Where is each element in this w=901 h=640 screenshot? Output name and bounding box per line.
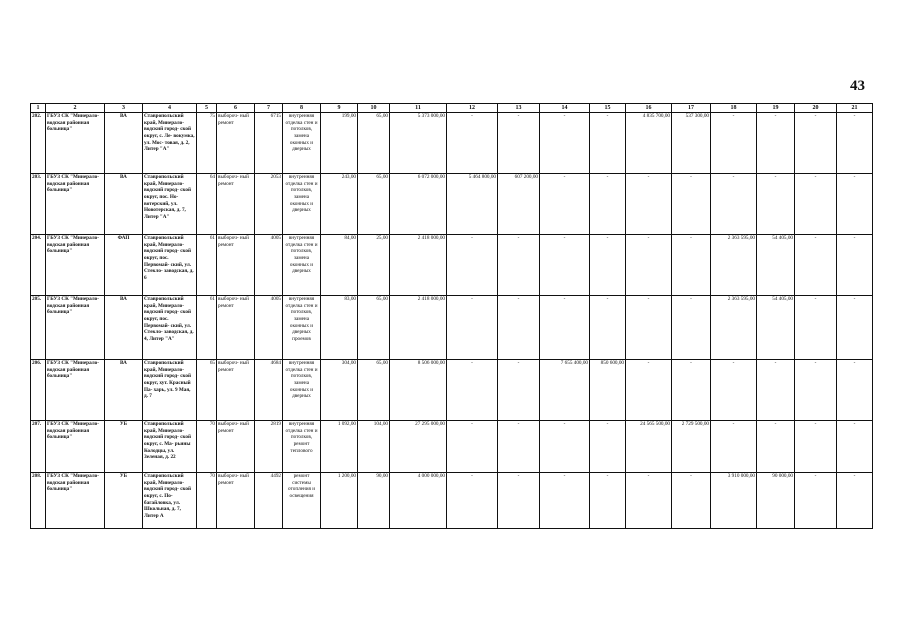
table-cell-col-18: 2 363 595,00 — [711, 296, 757, 360]
column-number-cell: 11 — [390, 104, 447, 113]
column-number-cell: 6 — [217, 104, 255, 113]
table-cell-col-21: - — [837, 235, 873, 296]
table-cell-col-19: 90 000,00 — [757, 473, 795, 529]
table-cell-col-3: УБ — [105, 421, 143, 473]
table-cell-col-2: ГБУЗ СК "Минерало- водская районная больница" — [46, 421, 105, 473]
table-cell-col-16: - — [626, 174, 672, 235]
table-cell-col-13: 607 200,00 — [498, 174, 540, 235]
table-cell-col-5: 70 — [197, 473, 217, 529]
table-cell-col-2: ГБУЗ СК "Минерало- водская районная больница" — [46, 473, 105, 529]
table-row — [31, 473, 873, 529]
table-cell-col-14: - — [540, 174, 590, 235]
table-cell-col-9: 243,00 — [321, 174, 358, 235]
table-cell-col-6: выбороч- ный ремонт — [217, 360, 255, 421]
table-cell-col-3: ВА — [105, 113, 143, 174]
table-cell-col-15: - — [590, 235, 626, 296]
table-cell-col-20: - — [795, 235, 837, 296]
table-cell-col-18: - — [711, 113, 757, 174]
column-number-cell: 10 — [358, 104, 390, 113]
table-cell-col-7: 6715 — [255, 113, 283, 174]
table-cell-col-3: ВА — [105, 360, 143, 421]
table-cell-col-2: ГБУЗ СК "Минерало- водская районная больница" — [46, 174, 105, 235]
page-number: 43 — [850, 78, 865, 94]
table-cell-col-5: 65 — [197, 360, 217, 421]
table-cell-col-10: 90,00 — [358, 473, 390, 529]
table-cell-col-2: ГБУЗ СК "Минерало- водская районная больница" — [46, 113, 105, 174]
table-cell-col-21: - — [837, 360, 873, 421]
column-number-cell: 13 — [498, 104, 540, 113]
column-number-row — [31, 104, 873, 113]
table-cell-col-19: 54 405,00 — [757, 296, 795, 360]
table-cell-col-13: - — [498, 235, 540, 296]
table-cell-col-11: 4 000 000,00 — [390, 473, 447, 529]
table-cell-col-21: - — [837, 421, 873, 473]
column-number-cell: 4 — [143, 104, 197, 113]
table-cell-col-11: 2 418 000,00 — [390, 296, 447, 360]
table-row — [31, 113, 873, 174]
table-row — [31, 421, 873, 473]
table-cell-col-19: - — [757, 113, 795, 174]
column-number-cell: 15 — [590, 104, 626, 113]
table-cell-col-9: 199,00 — [321, 113, 358, 174]
table-cell-col-14: - — [540, 473, 590, 529]
table-row — [31, 360, 873, 421]
column-number-cell: 8 — [283, 104, 321, 113]
table-cell-col-21: - — [837, 473, 873, 529]
table-cell-col-6: выбороч- ный ремонт — [217, 421, 255, 473]
table-cell-col-4: Ставропольский край, Минерало- водский город- ской округ, пос. Но- вотерский, ул. Новотерская, д. 7, Литер "А" — [143, 174, 197, 235]
table-cell-col-5: 70 — [197, 421, 217, 473]
table-cell-col-6: выбороч- ный ремонт — [217, 113, 255, 174]
table-cell-col-5: 61 — [197, 235, 217, 296]
table-cell-col-1: 208. — [31, 473, 46, 529]
table-cell-col-18: 2 363 595,00 — [711, 235, 757, 296]
column-number-cell: 17 — [672, 104, 711, 113]
table-cell-col-8: внутренняя отделка стен и потолков, замена оконных и дверных — [283, 235, 321, 296]
column-number-cell: 2 — [46, 104, 105, 113]
table-cell-col-11: 8 506 000,00 — [390, 360, 447, 421]
table-cell-col-6: выбороч- ный ремонт — [217, 296, 255, 360]
table-row — [31, 296, 873, 360]
table-cell-col-4: Ставропольский край, Минерало- водский город- ской округ, с. Ма- рьины Колодцы, ул. Зеленая, д. 22 — [143, 421, 197, 473]
table-cell-col-15: - — [590, 296, 626, 360]
table-cell-col-17: - — [672, 174, 711, 235]
table-cell-col-15: - — [590, 113, 626, 174]
table-cell-col-6: выбороч- ный ремонт — [217, 235, 255, 296]
table-cell-col-10: 65,00 — [358, 296, 390, 360]
table-cell-col-3: ФАП — [105, 235, 143, 296]
table-row — [31, 174, 873, 235]
table-cell-col-6: выбороч- ный ремонт — [217, 473, 255, 529]
table-cell-col-11: 6 072 000,00 — [390, 174, 447, 235]
table-cell-col-11: 5 373 000,00 — [390, 113, 447, 174]
table-cell-col-4: Ставропольский край, Минерало- водский город- ской округ, пос. Первомай- ский, ул. Стекло- заводская, д. 4, Литер "А" — [143, 296, 197, 360]
table-cell-col-3: УБ — [105, 473, 143, 529]
table-cell-col-12: - — [447, 473, 498, 529]
table-cell-col-19: - — [757, 421, 795, 473]
table-cell-col-3: ВА — [105, 174, 143, 235]
table-cell-col-12: - — [447, 421, 498, 473]
column-number-cell: 7 — [255, 104, 283, 113]
table-cell-col-17: 2 729 500,00 — [672, 421, 711, 473]
table-cell-col-2: ГБУЗ СК "Минерало- водская районная больница" — [46, 360, 105, 421]
table-cell-col-13: - — [498, 473, 540, 529]
table-cell-col-16: - — [626, 296, 672, 360]
table-cell-col-5: 64 — [197, 174, 217, 235]
table-cell-col-14: - — [540, 296, 590, 360]
table-cell-col-17: 537 300,00 — [672, 113, 711, 174]
table-cell-col-10: 65,00 — [358, 113, 390, 174]
table-cell-col-4: Ставропольский край, Минерало- водский город- ской округ, с. По- багайловка, ул. Школьная, д. 7, Литер А — [143, 473, 197, 529]
table-cell-col-15: - — [590, 174, 626, 235]
table-cell-col-16: - — [626, 235, 672, 296]
table-cell-col-12: - — [447, 113, 498, 174]
table-cell-col-1: 206. — [31, 360, 46, 421]
table-cell-col-12: - — [447, 360, 498, 421]
table-cell-col-2: ГБУЗ СК "Минерало- водская районная больница" — [46, 235, 105, 296]
table-cell-col-7: 4492 — [255, 473, 283, 529]
table-cell-col-21: - — [837, 174, 873, 235]
table-cell-col-9: 304,00 — [321, 360, 358, 421]
table-cell-col-12: 5 464 800,00 — [447, 174, 498, 235]
table-cell-col-17: - — [672, 360, 711, 421]
table-cell-col-9: 1 200,00 — [321, 473, 358, 529]
table-cell-col-14: - — [540, 421, 590, 473]
table-cell-col-13: - — [498, 113, 540, 174]
table-cell-col-13: - — [498, 296, 540, 360]
table-cell-col-17: - — [672, 473, 711, 529]
table-cell-col-1: 202. — [31, 113, 46, 174]
table-cell-col-15: 850 600,00 — [590, 360, 626, 421]
table-cell-col-16: 4 835 700,00 — [626, 113, 672, 174]
table-cell-col-1: 207. — [31, 421, 46, 473]
table-cell-col-7: 4005 — [255, 235, 283, 296]
column-number-cell: 12 — [447, 104, 498, 113]
table-cell-col-1: 205. — [31, 296, 46, 360]
table-cell-col-18: - — [711, 174, 757, 235]
column-number-cell: 1 — [31, 104, 46, 113]
table-cell-col-20: - — [795, 174, 837, 235]
table-cell-col-9: 1 092,00 — [321, 421, 358, 473]
column-number-cell: 18 — [711, 104, 757, 113]
table-cell-col-5: 75 — [197, 113, 217, 174]
table-cell-col-9: 84,00 — [321, 235, 358, 296]
table-cell-col-13: - — [498, 360, 540, 421]
table-cell-col-12: - — [447, 235, 498, 296]
table-cell-col-11: 2 418 000,00 — [390, 235, 447, 296]
table-cell-col-2: ГБУЗ СК "Минерало- водская районная больница" — [46, 296, 105, 360]
table-cell-col-8: внутренняя отделка стен и потолков, ремонт теплового — [283, 421, 321, 473]
table-cell-col-7: 2819 — [255, 421, 283, 473]
table-cell-col-3: ВА — [105, 296, 143, 360]
table-cell-col-4: Ставропольский край, Минерало- водский город- ской округ, с. Ле- вокумка, ул. Мос- товая, д. 2, Литер "А" — [143, 113, 197, 174]
table-cell-col-21: - — [837, 113, 873, 174]
table-cell-col-1: 203. — [31, 174, 46, 235]
table-cell-col-19: 54 405,00 — [757, 235, 795, 296]
column-number-cell: 19 — [757, 104, 795, 113]
column-number-cell: 5 — [197, 104, 217, 113]
table-cell-col-14: - — [540, 113, 590, 174]
table-cell-col-7: 4684 — [255, 360, 283, 421]
table-row — [31, 235, 873, 296]
column-number-cell: 21 — [837, 104, 873, 113]
table-cell-col-8: ремонт системы отопления и освещения — [283, 473, 321, 529]
table-cell-col-10: 65,00 — [358, 360, 390, 421]
table-cell-col-8: внутренняя отделка стен и потолков, замена оконных и дверных — [283, 174, 321, 235]
column-number-cell: 16 — [626, 104, 672, 113]
table-cell-col-20: - — [795, 421, 837, 473]
table-cell-col-5: 61 — [197, 296, 217, 360]
table-cell-col-10: 25,00 — [358, 235, 390, 296]
table-cell-col-6: выбороч- ный ремонт — [217, 174, 255, 235]
table-cell-col-18: 3 910 000,00 — [711, 473, 757, 529]
table-cell-col-17: - — [672, 235, 711, 296]
table-cell-col-21: - — [837, 296, 873, 360]
table-cell-col-10: 65,00 — [358, 174, 390, 235]
table-cell-col-7: 2053 — [255, 174, 283, 235]
table-cell-col-14: 7 655 400,00 — [540, 360, 590, 421]
table-cell-col-14: - — [540, 235, 590, 296]
table-cell-col-20: - — [795, 473, 837, 529]
table-cell-col-8: внутренняя отделка стен и потолков, замена оконных и дверных — [283, 113, 321, 174]
table-cell-col-8: внутренняя отделка стен и потолков, замена оконных и дверных проемов — [283, 296, 321, 360]
data-table — [30, 103, 873, 529]
table-cell-col-19: - — [757, 360, 795, 421]
table-cell-col-11: 27 295 000,00 — [390, 421, 447, 473]
table-cell-col-15: - — [590, 473, 626, 529]
table-cell-col-20: - — [795, 296, 837, 360]
table-cell-col-19: - — [757, 174, 795, 235]
table-cell-col-17: - — [672, 296, 711, 360]
table-cell-col-16: - — [626, 473, 672, 529]
column-number-cell: 9 — [321, 104, 358, 113]
table-cell-col-7: 4005 — [255, 296, 283, 360]
table-cell-col-16: 24 565 500,00 — [626, 421, 672, 473]
table-cell-col-4: Ставропольский край, Минерало- водский город- ской округ, пос. Первомай- ский, ул. Стекло- заводская, д. 6 — [143, 235, 197, 296]
table-cell-col-13: - — [498, 421, 540, 473]
table-cell-col-18: - — [711, 421, 757, 473]
table-cell-col-16: - — [626, 360, 672, 421]
table-cell-col-15: - — [590, 421, 626, 473]
table-cell-col-8: внутренняя отделка стен и потолков, замена оконных и дверных — [283, 360, 321, 421]
column-number-cell: 3 — [105, 104, 143, 113]
table-cell-col-18: - — [711, 360, 757, 421]
table-cell-col-1: 204. — [31, 235, 46, 296]
table-cell-col-4: Ставропольский край, Минерало- водский город- ской округ, хут. Красный Па- харь, ул. 9 Мая, д. 7 — [143, 360, 197, 421]
table-cell-col-20: - — [795, 113, 837, 174]
table-cell-col-20: - — [795, 360, 837, 421]
table-cell-col-12: - — [447, 296, 498, 360]
column-number-cell: 14 — [540, 104, 590, 113]
table-cell-col-10: 104,00 — [358, 421, 390, 473]
table-cell-col-9: 83,00 — [321, 296, 358, 360]
column-number-cell: 20 — [795, 104, 837, 113]
